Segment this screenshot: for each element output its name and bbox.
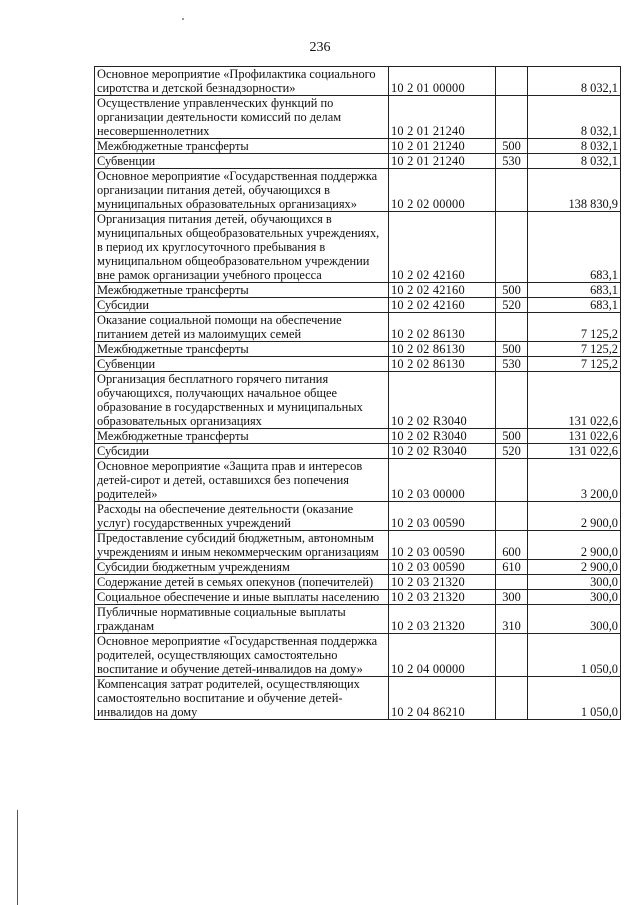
row-code-cell: 10 2 02 R3040 <box>389 372 496 429</box>
row-code-cell: 10 2 04 00000 <box>389 634 496 677</box>
row-type-cell <box>496 313 528 342</box>
row-amount-cell: 1 050,0 <box>528 634 621 677</box>
row-type-cell <box>496 575 528 590</box>
row-amount-cell: 683,1 <box>528 298 621 313</box>
row-amount-cell: 7 125,2 <box>528 342 621 357</box>
row-type-cell: 500 <box>496 342 528 357</box>
row-amount-cell: 131 022,6 <box>528 429 621 444</box>
row-type-cell: 500 <box>496 429 528 444</box>
row-code-cell: 10 2 01 21240 <box>389 139 496 154</box>
row-amount-cell: 7 125,2 <box>528 357 621 372</box>
row-name-cell: Основное мероприятие «Защита прав и интересов детей-сирот и детей, оставшихся без попечения родителей» <box>95 459 389 502</box>
table-row <box>95 372 621 429</box>
table-row <box>95 560 621 575</box>
row-name-cell: Публичные нормативные социальные выплаты гражданам <box>95 605 389 634</box>
row-amount-cell: 300,0 <box>528 605 621 634</box>
row-name-cell: Субсидии <box>95 298 389 313</box>
row-amount-cell: 138 830,9 <box>528 169 621 212</box>
table-row <box>95 677 621 720</box>
row-code-cell: 10 2 04 86210 <box>389 677 496 720</box>
row-code-cell: 10 2 02 42160 <box>389 212 496 283</box>
row-name-cell: Основное мероприятие «Государственная поддержка родителей, осуществляющих самостоятельно воспитание и обучение детей-инвалидов на дому» <box>95 634 389 677</box>
table-row <box>95 634 621 677</box>
row-code-cell: 10 2 03 21320 <box>389 590 496 605</box>
row-name-cell: Организация питания детей, обучающихся в муниципальных общеобразовательных учреждениях, в период их круглосуточного пребывания в муниципальном общеобразовательном учреждении вне рамок организации учебного процесса <box>95 212 389 283</box>
row-name-cell: Расходы на обеспечение деятельности (оказание услуг) государственных учреждений <box>95 502 389 531</box>
row-code-cell: 10 2 03 21320 <box>389 605 496 634</box>
row-amount-cell: 2 900,0 <box>528 560 621 575</box>
row-type-cell: 530 <box>496 154 528 169</box>
row-type-cell <box>496 634 528 677</box>
table-row <box>95 342 621 357</box>
row-type-cell: 610 <box>496 560 528 575</box>
row-name-cell: Предоставление субсидий бюджетным, автономным учреждениям и иным некоммерческим организациям <box>95 531 389 560</box>
row-code-cell: 10 2 02 86130 <box>389 342 496 357</box>
scan-speck <box>182 18 184 20</box>
row-name-cell: Межбюджетные трансферты <box>95 429 389 444</box>
row-name-cell: Социальное обеспечение и иные выплаты населению <box>95 590 389 605</box>
row-code-cell: 10 2 01 21240 <box>389 154 496 169</box>
row-amount-cell: 7 125,2 <box>528 313 621 342</box>
table-row <box>95 283 621 298</box>
row-amount-cell: 131 022,6 <box>528 444 621 459</box>
row-type-cell <box>496 212 528 283</box>
row-amount-cell: 683,1 <box>528 212 621 283</box>
table-row <box>95 313 621 342</box>
row-code-cell: 10 2 03 21320 <box>389 575 496 590</box>
table-row <box>95 154 621 169</box>
table-row <box>95 169 621 212</box>
row-amount-cell: 8 032,1 <box>528 154 621 169</box>
row-name-cell: Компенсация затрат родителей, осуществляющих самостоятельно воспитание и обучение детей-инвалидов на дому <box>95 677 389 720</box>
row-name-cell: Субвенции <box>95 154 389 169</box>
row-name-cell: Субвенции <box>95 357 389 372</box>
scan-edge-line <box>17 810 18 905</box>
table-row <box>95 575 621 590</box>
page-number: 236 <box>309 40 331 55</box>
row-code-cell: 10 2 02 86130 <box>389 357 496 372</box>
table-row <box>95 357 621 372</box>
row-type-cell: 500 <box>496 139 528 154</box>
row-name-cell: Оказание социальной помощи на обеспечение питанием детей из малоимущих семей <box>95 313 389 342</box>
table-row <box>95 212 621 283</box>
row-amount-cell: 8 032,1 <box>528 139 621 154</box>
row-name-cell: Межбюджетные трансферты <box>95 139 389 154</box>
row-amount-cell: 2 900,0 <box>528 531 621 560</box>
row-name-cell: Основное мероприятие «Профилактика социального сиротства и детской безнадзорности» <box>95 67 389 96</box>
table-row <box>95 429 621 444</box>
row-code-cell: 10 2 03 00590 <box>389 531 496 560</box>
row-code-cell: 10 2 02 42160 <box>389 298 496 313</box>
row-code-cell: 10 2 03 00000 <box>389 459 496 502</box>
table-row <box>95 590 621 605</box>
row-type-cell <box>496 459 528 502</box>
row-amount-cell: 131 022,6 <box>528 372 621 429</box>
row-type-cell <box>496 96 528 139</box>
row-type-cell: 600 <box>496 531 528 560</box>
row-code-cell: 10 2 02 86130 <box>389 313 496 342</box>
row-name-cell: Осуществление управленческих функций по организации деятельности комиссий по делам несовершеннолетних <box>95 96 389 139</box>
table-row <box>95 459 621 502</box>
row-name-cell: Содержание детей в семьях опекунов (попечителей) <box>95 575 389 590</box>
row-name-cell: Субсидии <box>95 444 389 459</box>
row-amount-cell: 300,0 <box>528 575 621 590</box>
row-name-cell: Основное мероприятие «Государственная поддержка организации питания детей, обучающихся в муниципальных образовательных организациях» <box>95 169 389 212</box>
row-name-cell: Межбюджетные трансферты <box>95 342 389 357</box>
row-name-cell: Организация бесплатного горячего питания обучающихся, получающих начальное общее образование в государственных и муниципальных образовательных организациях <box>95 372 389 429</box>
row-name-cell: Субсидии бюджетным учреждениям <box>95 560 389 575</box>
row-type-cell: 520 <box>496 298 528 313</box>
row-code-cell: 10 2 02 42160 <box>389 283 496 298</box>
row-type-cell <box>496 169 528 212</box>
row-type-cell <box>496 502 528 531</box>
table-row <box>95 531 621 560</box>
row-code-cell: 10 2 03 00590 <box>389 502 496 531</box>
row-amount-cell: 1 050,0 <box>528 677 621 720</box>
row-type-cell: 520 <box>496 444 528 459</box>
table-row <box>95 67 621 96</box>
row-code-cell: 10 2 02 R3040 <box>389 444 496 459</box>
budget-table <box>94 66 621 720</box>
row-type-cell: 500 <box>496 283 528 298</box>
row-type-cell <box>496 372 528 429</box>
row-amount-cell: 300,0 <box>528 590 621 605</box>
row-code-cell: 10 2 02 00000 <box>389 169 496 212</box>
table-row <box>95 444 621 459</box>
row-code-cell: 10 2 01 00000 <box>389 67 496 96</box>
row-type-cell <box>496 67 528 96</box>
table-row <box>95 96 621 139</box>
row-type-cell <box>496 677 528 720</box>
row-code-cell: 10 2 01 21240 <box>389 96 496 139</box>
row-name-cell: Межбюджетные трансферты <box>95 283 389 298</box>
row-type-cell: 300 <box>496 590 528 605</box>
table-row <box>95 605 621 634</box>
row-type-cell: 310 <box>496 605 528 634</box>
budget-table-body <box>95 67 621 720</box>
row-type-cell: 530 <box>496 357 528 372</box>
table-row <box>95 298 621 313</box>
row-code-cell: 10 2 02 R3040 <box>389 429 496 444</box>
row-amount-cell: 3 200,0 <box>528 459 621 502</box>
row-amount-cell: 8 032,1 <box>528 96 621 139</box>
row-amount-cell: 2 900,0 <box>528 502 621 531</box>
row-code-cell: 10 2 03 00590 <box>389 560 496 575</box>
table-row <box>95 139 621 154</box>
table-row <box>95 502 621 531</box>
row-amount-cell: 8 032,1 <box>528 67 621 96</box>
row-amount-cell: 683,1 <box>528 283 621 298</box>
